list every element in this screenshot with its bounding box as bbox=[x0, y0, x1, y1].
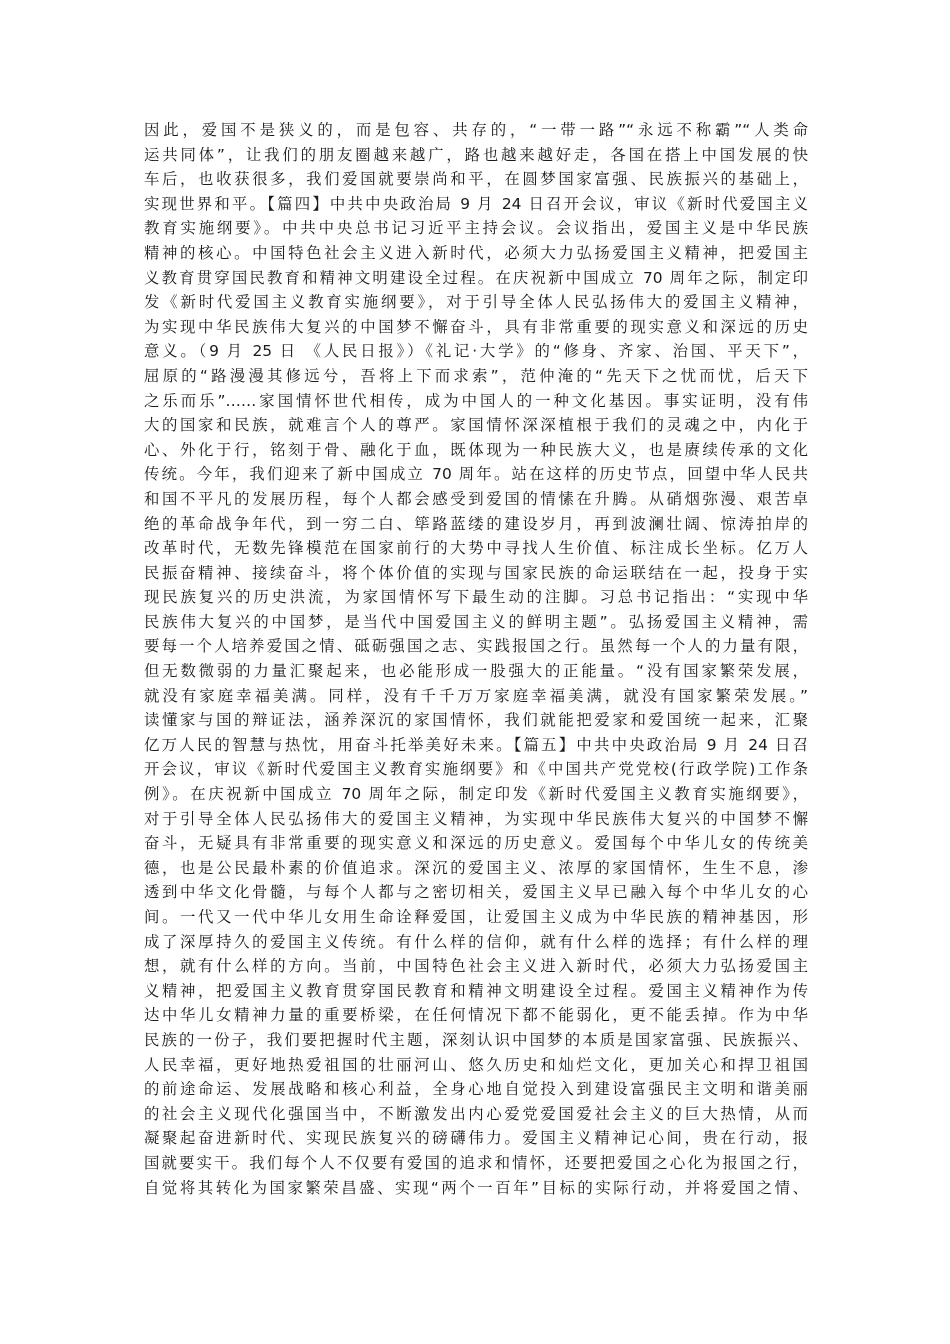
text-line: 屈原的“路漫漫其修远兮，吾将上下而求索”，范仲淹的“先天下之忧而忧，后天下 bbox=[144, 366, 808, 385]
text-line: 义精神，把爱国主义教育贯穿国民教育和精神文明建设全过程。爱国主义精神作为传 bbox=[144, 981, 808, 1000]
text-line: 达中华儿女精神力量的重要桥梁，在任何情况下都不能弱化，更不能丢掉。作为中华 bbox=[144, 1006, 808, 1025]
text-line: 大的国家和民族，就难言个人的尊严。家国情怀深深植根于我们的灵魂之中，内化于 bbox=[144, 416, 808, 435]
text-line: 精神的核心。中国特色社会主义进入新时代，必须大力弘扬爱国主义精神，把爱国主 bbox=[144, 243, 808, 262]
text-line: 传统。今年，我们迎来了新中国成立 70 周年。站在这样的历史节点，回望中华人民共 bbox=[144, 465, 808, 484]
text-line: 现民族复兴的历史洪流，为家国情怀写下最生动的注脚。习总书记指出：“实现中华 bbox=[144, 588, 808, 607]
text-line: 教育实施纲要》。中共中央总书记习近平主持会议。会议指出，爱国主义是中华民族 bbox=[144, 219, 808, 238]
text-line: 民振奋精神、接续奋斗，将个体价值的实现与国家民族的命运联结在一起，投身于实 bbox=[144, 563, 808, 582]
text-line: 例》。在庆祝新中国成立 70 周年之际，制定印发《新时代爱国主义教育实施纲要》， bbox=[144, 785, 808, 804]
text-line: 因此，爱国不是狭义的，而是包容、共存的，“一带一路”“永远不称霸”“人类命 bbox=[144, 121, 808, 139]
text-line: 亿万人民的智慧与热忱，用奋斗托举美好未来。【篇五】中共中央政治局 9 月 24 日召 bbox=[144, 735, 808, 754]
text-line: 奋斗，无疑具有非常重要的现实意义和深远的历史意义。爱国每个中华儿女的传统美 bbox=[144, 834, 808, 853]
text-line: 的前途命运、发展战略和核心利益，全身心地自觉投入到建设富强民主文明和谐美丽 bbox=[144, 1080, 808, 1099]
text-line: 和国不平凡的发展历程，每个人都会感受到爱国的情愫在升腾。从硝烟弥漫、艰苦卓 bbox=[144, 489, 808, 508]
text-line: 开会议，审议《新时代爱国主义教育实施纲要》和《中国共产党党校(行政学院)工作条 bbox=[144, 760, 808, 779]
text-line: 德，也是公民最朴素的价值追求。深沉的爱国主义、浓厚的家国情怀，生生不息，渗 bbox=[144, 858, 808, 877]
text-line: 心、外化于行，铭刻于骨、融化于血，既体现为一种民族大义，也是赓续传承的文化 bbox=[144, 440, 808, 459]
text-line: 民族伟大复兴的中国梦，是当代中国爱国主义的鲜明主题”。弘扬爱国主义精神，需 bbox=[144, 612, 808, 631]
text-line: 凝聚起奋进新时代、实现民族复兴的磅礴伟力。爱国主义精神记心间，贵在行动，报 bbox=[144, 1129, 808, 1148]
text-line: 车后，也收获很多，我们爱国就要崇尚和平，在圆梦国家富强、民族振兴的基础上， bbox=[144, 170, 808, 189]
text-line: 的社会主义现代化强国当中，不断激发出内心爱党爱国爱社会主义的巨大热情，从而 bbox=[144, 1104, 808, 1123]
text-line: 人民幸福，更好地热爱祖国的壮丽河山、悠久历史和灿烂文化，更加关心和捍卫祖国 bbox=[144, 1055, 808, 1074]
text-line: 发《新时代爱国主义教育实施纲要》，对于引导全体人民弘扬伟大的爱国主义精神， bbox=[144, 293, 808, 312]
text-line: 但无数微弱的力量汇聚起来，也必能形成一股强大的正能量。“没有国家繁荣发展， bbox=[144, 662, 808, 681]
text-line: 民族的一份子，我们要把握时代主题，深刻认识中国梦的本质是国家富强、民族振兴、 bbox=[144, 1030, 808, 1049]
text-line: 之乐而乐”……家国情怀世代相传，成为中国人的一种文化基因。事实证明，没有伟 bbox=[144, 391, 808, 410]
text-line: 义教育贯穿国民教育和精神文明建设全过程。在庆祝新中国成立 70 周年之际，制定印 bbox=[144, 268, 808, 287]
body-text bbox=[144, 118, 808, 1200]
text-line: 运共同体”，让我们的朋友圈越来越广，路也越来越好走，各国在搭上中国发展的快 bbox=[144, 145, 808, 164]
text-line: 改革时代，无数先锋模范在国家前行的大势中寻找人生价值、标注成长坐标。亿万人 bbox=[144, 539, 808, 558]
text-line: 为实现中华民族伟大复兴的中国梦不懈奋斗，具有非常重要的现实意义和深远的历史 bbox=[144, 317, 808, 336]
text-line: 就没有家庭幸福美满。同样，没有千千万万家庭幸福美满，就没有国家繁荣发展。” bbox=[144, 686, 808, 705]
text-line: 国就要实干。我们每个人不仅要有爱国的追求和情怀，还要把爱国之心化为报国之行， bbox=[144, 1153, 808, 1172]
text-line: 对于引导全体人民弘扬伟大的爱国主义精神，为实现中华民族伟大复兴的中国梦不懈 bbox=[144, 809, 808, 828]
text-line: 要每一个人培养爱国之情、砥砺强国之志、实践报国之行。虽然每一个人的力量有限， bbox=[144, 637, 808, 656]
text-line: 实现世界和平。【篇四】中共中央政治局 9 月 24 日召开会议，审议《新时代爱国主义 bbox=[144, 194, 808, 213]
text-line: 绝的革命战争年代，到一穷二白、筚路蓝缕的建设岁月，再到波澜壮阔、惊涛拍岸的 bbox=[144, 514, 808, 533]
text-line: 透到中华文化骨髓，与每个人都与之密切相关，爱国主义早已融入每个中华儿女的心 bbox=[144, 883, 808, 902]
text-line: 自觉将其转化为国家繁荣昌盛、实现“两个一百年”目标的实际行动，并将爱国之情、 bbox=[144, 1178, 808, 1197]
text-line: 成了深厚持久的爱国主义传统。有什么样的信仰，就有什么样的选择；有什么样的理 bbox=[144, 932, 808, 951]
text-line: 读懂家与国的辩证法，涵养深沉的家国情怀，我们就能把爱家和爱国统一起来，汇聚 bbox=[144, 711, 808, 730]
text-line: 想，就有什么样的方向。当前，中国特色社会主义进入新时代，必须大力弘扬爱国主 bbox=[144, 957, 808, 976]
text-line: 间。一代又一代中华儿女用生命诠释爱国，让爱国主义成为中华民族的精神基因，形 bbox=[144, 908, 808, 926]
text-line: 意义。（9 月 25 日 《人民日报》）《礼记·大学》的“修身、齐家、治国、平天下”， bbox=[144, 342, 808, 361]
